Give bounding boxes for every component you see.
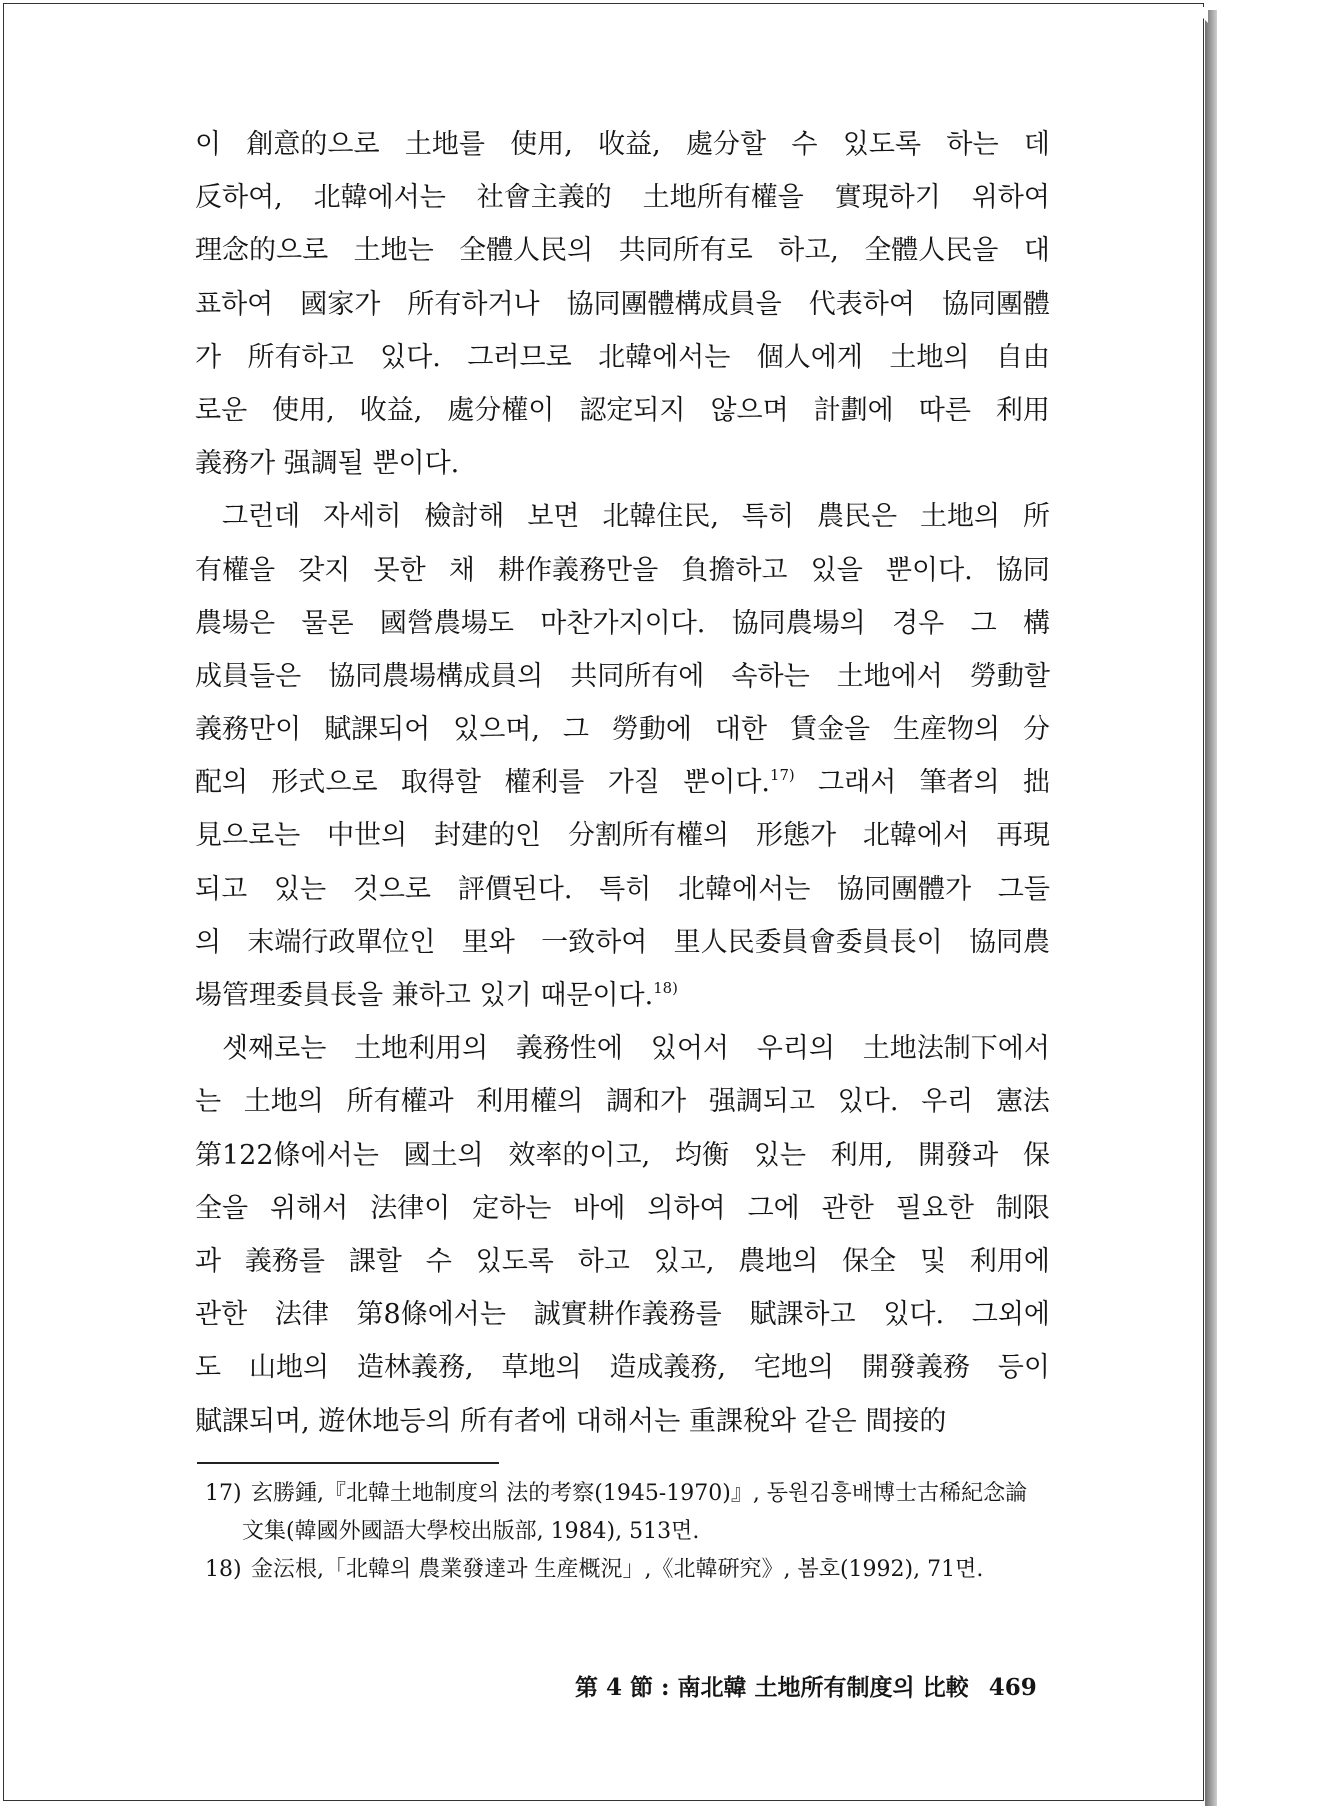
word: 土地利用의 [354, 1033, 489, 1065]
word: 全體人民의 [459, 235, 594, 267]
word: 農場은 [195, 607, 276, 639]
word: 못한 [373, 554, 426, 586]
footnote-reference: 18) [653, 978, 678, 997]
word: 北韓住民, [602, 501, 719, 533]
word: 全體人民을 [864, 235, 999, 267]
text-line [195, 863, 1050, 916]
word: 封建的인 [434, 820, 542, 852]
word: 것으로 [352, 873, 431, 905]
word: 는 [195, 1086, 222, 1118]
word: 反하여, [195, 182, 283, 214]
word: 데 [1023, 129, 1050, 160]
word: 所有하고 [247, 341, 354, 373]
word: 하는 [946, 129, 999, 160]
word: 效率的이고, [508, 1139, 651, 1171]
word: 檢討해 [424, 501, 505, 533]
word: 定하는 [472, 1192, 552, 1224]
text-line [195, 650, 1050, 703]
word: 里人民委員會委員長이 [673, 926, 943, 958]
word: 兼하고 [391, 980, 471, 1011]
word: 理念的으로 [195, 235, 329, 267]
word: 하고, [778, 235, 839, 267]
word: 造成義務, [609, 1352, 727, 1384]
word: 賦課되어 [324, 714, 431, 746]
word: 國營農場도 [379, 607, 514, 639]
word: 協同團體構成員을 [566, 288, 782, 320]
word: 勞動에 [611, 714, 692, 746]
word: 宅地의 [753, 1352, 835, 1384]
footnotes [205, 1475, 1065, 1589]
word: 所有者에 [460, 1405, 568, 1437]
word: 筆者의 [919, 767, 1000, 799]
word: 土地는 [353, 235, 434, 267]
footnote-number: 17) [205, 1481, 242, 1506]
text-line [195, 1288, 1050, 1341]
word: 個人에게 [756, 341, 863, 373]
word: 가 [195, 341, 222, 373]
word: 따른 [918, 394, 971, 426]
word: 遊休地등의 [318, 1405, 452, 1437]
word: 第122條에서는 [195, 1139, 379, 1171]
word: 있으며, [453, 714, 540, 746]
word: 위하여 [971, 182, 1050, 214]
word: 土地所有權을 [642, 182, 804, 214]
word: 末端行政單位인 [247, 926, 436, 958]
footnote-separator [197, 1462, 499, 1464]
word: 實現하기 [834, 182, 941, 214]
word: 경우 [892, 607, 945, 639]
word: 있을 [810, 554, 863, 586]
word: 構 [1022, 607, 1050, 639]
word: 과 [195, 1245, 222, 1277]
word: 認定되지 [579, 394, 686, 426]
word: 處分할 [686, 129, 767, 160]
word: 土地에서 [836, 660, 943, 692]
word: 北韓에서는 [598, 341, 731, 373]
footnote-text: 金沄根,「北韓의 農業發達과 生産概況」,《北韓硏究》, 봄호(1992), 71면. [251, 1557, 984, 1582]
word: 協同 [995, 554, 1050, 586]
word: 共同所有에 [570, 660, 705, 692]
word: 强調될 [283, 448, 364, 480]
word: 分割所有權의 [568, 820, 730, 852]
word: 수 [791, 129, 818, 160]
word: 그래서 [818, 767, 897, 799]
word: 課할 [348, 1245, 402, 1277]
word: 있다. [837, 1086, 899, 1118]
text-line [195, 916, 1050, 969]
word: 있도록 [475, 1245, 554, 1277]
word: 第8條에서는 [356, 1299, 506, 1331]
word: 賦課하고 [749, 1299, 856, 1331]
text-line [195, 437, 1050, 490]
word: 共同所有로 [618, 235, 753, 267]
word: 등이 [997, 1352, 1050, 1384]
word: 의하여 [647, 1192, 726, 1224]
word: 生産物의 [892, 714, 1001, 746]
word: 自由 [995, 341, 1050, 373]
word: 로운 [195, 394, 248, 426]
word: 保全 [842, 1245, 897, 1277]
word: 權利를 [504, 767, 585, 799]
footnote-number: 18) [205, 1557, 242, 1582]
word: 위해서 [270, 1192, 349, 1224]
footnote-18 [205, 1551, 1065, 1589]
word: 賃金을 [789, 714, 871, 746]
word: 全을 [195, 1192, 249, 1224]
body-text [195, 118, 1050, 1448]
word: 있는 [753, 1139, 806, 1171]
text-line [195, 1341, 1050, 1394]
word: 갖지 [298, 554, 351, 586]
word: 셋째로는 [222, 1033, 327, 1065]
word: 利用에 [969, 1245, 1050, 1277]
word: 때문이다.$^{18)}$ [540, 978, 678, 1011]
word: 有權을 [195, 554, 276, 586]
word: 山地의 [248, 1352, 330, 1384]
word: 관한 [821, 1192, 874, 1224]
word: 그 [970, 607, 997, 639]
text-line [195, 809, 1050, 862]
text-line [195, 703, 1050, 756]
word: 같은 [804, 1405, 857, 1437]
word: 調和가 [606, 1086, 687, 1118]
word: 하고 [577, 1245, 630, 1277]
word: 의 [195, 926, 222, 958]
text-line [195, 331, 1050, 384]
word: 一致하여 [541, 926, 648, 958]
word: 뿐이다. [885, 554, 973, 586]
word: 協同團體 [941, 288, 1050, 320]
word: 分 [1022, 714, 1050, 746]
word: 開發義務 [861, 1352, 970, 1384]
running-footer [575, 1669, 1045, 1702]
text-line [195, 224, 1050, 277]
word: 評價된다. [457, 873, 573, 905]
word: 義務를 [244, 1245, 325, 1277]
word: 社會主義的 [476, 182, 612, 214]
word: 않으며 [710, 394, 789, 426]
text-line [195, 1022, 1050, 1075]
text-line [195, 544, 1050, 597]
footer-section-title: 第 4 節 : 南北韓 土地所有制度의 比較 [575, 1674, 969, 1701]
text-line [195, 490, 1050, 543]
word: 있다. [883, 1299, 945, 1331]
word: 使用, [510, 129, 573, 160]
word: 法律이 [370, 1192, 451, 1224]
word: 所有權과 [346, 1086, 454, 1118]
word: 造林義務, [356, 1352, 474, 1384]
word: 및 [919, 1245, 947, 1277]
page-edge-shadow [1205, 10, 1217, 1806]
word: 표하여 [195, 288, 274, 320]
word: 관한 [195, 1299, 248, 1331]
word: 北韓에서는 [313, 182, 446, 214]
word: 土地의 [919, 501, 1001, 533]
word: 均衡 [674, 1139, 729, 1171]
footnote-reference: 17) [770, 766, 795, 785]
text-line [195, 1395, 1050, 1448]
word: 특히 [741, 501, 795, 533]
footnote-17-continuation: 文集(韓國外國語大學校出版部, 1984), 513면. [242, 1519, 700, 1544]
page-number: 469 [988, 1674, 1037, 1701]
word: 義務만이 [195, 714, 302, 746]
word: 있고, [653, 1245, 715, 1277]
word: 利用權의 [476, 1086, 584, 1118]
word: 그들 [997, 873, 1050, 905]
word: 見으로는 [195, 820, 301, 852]
word: 農民은 [816, 501, 898, 533]
text-line [195, 1129, 1050, 1182]
word: 拙 [1023, 767, 1050, 799]
word: 土地의 [889, 341, 970, 373]
word: 使用, [272, 394, 335, 426]
word: 마찬가지이다. [540, 607, 706, 639]
footnote-text: 玄勝鍾,『北韓土地制度의 法的考察(1945-1970)』, 동원김흥배博士古稀紀念論 [251, 1481, 1028, 1506]
word: 있도록 [842, 129, 922, 160]
word: 計劃에 [813, 394, 894, 426]
word: 利用, [830, 1139, 894, 1171]
word: 成員들은 [195, 660, 302, 692]
word: 利用 [995, 394, 1050, 426]
word: 우리 [921, 1086, 974, 1118]
word: 里와 [461, 926, 515, 958]
word: 收益, [359, 394, 423, 426]
word: 있다. [380, 341, 441, 373]
word: 있기 [479, 980, 532, 1011]
word: 配의 [195, 767, 249, 799]
word: 그에 [747, 1192, 800, 1224]
text-line [195, 1235, 1050, 1288]
word: 法律 [274, 1299, 329, 1331]
text-line [195, 756, 1050, 809]
word: 土地를 [404, 129, 485, 160]
word: 필요한 [895, 1192, 974, 1224]
text-line [195, 1182, 1050, 1235]
word: 所有하거나 [407, 288, 540, 320]
word: 收益, [598, 129, 661, 160]
word: 勞動할 [969, 660, 1050, 692]
word: 國家가 [300, 288, 381, 320]
word: 開發과 [918, 1139, 999, 1171]
text-line [195, 969, 1050, 1022]
word: 北韓에서 [862, 820, 970, 852]
word: 그외에 [971, 1299, 1050, 1331]
word: 있는 [273, 873, 327, 905]
word: 대해서는 [575, 1405, 681, 1437]
word: 보면 [527, 501, 580, 533]
word: 創意的으로 [246, 129, 380, 160]
word: 가질 [607, 767, 660, 799]
text-line [195, 384, 1050, 437]
word: 重課稅와 [688, 1405, 796, 1437]
text-line [195, 597, 1050, 650]
word: 草地의 [501, 1352, 582, 1384]
word: 再現 [995, 820, 1050, 852]
word: 義務가 [195, 448, 276, 480]
word: 農地의 [738, 1245, 819, 1277]
word: 대 [1023, 235, 1050, 267]
word: 물론 [301, 607, 354, 639]
word: 誠實耕作義務를 [533, 1299, 722, 1331]
word: 대한 [714, 714, 768, 746]
word: 間接的 [865, 1405, 947, 1437]
word: 이 [195, 129, 222, 160]
word: 뿐이다.$^{17)}$ [683, 766, 795, 799]
word: 强調되고 [708, 1086, 815, 1118]
text-line [195, 171, 1050, 224]
word: 그 [562, 714, 589, 746]
word: 도 [195, 1352, 222, 1384]
word: 處分權이 [447, 394, 555, 426]
word: 그러므로 [467, 341, 572, 373]
footnote-17 [205, 1475, 1065, 1513]
word: 中世의 [327, 820, 408, 852]
word: 바에 [573, 1192, 626, 1224]
word: 있어서 [650, 1033, 730, 1065]
word: 수 [425, 1245, 452, 1277]
text-line [195, 1075, 1050, 1128]
page-corner-fold [1192, 7, 1208, 23]
word: 協同農 [968, 926, 1050, 958]
word: 속하는 [731, 660, 810, 692]
word: 制限 [995, 1192, 1050, 1224]
word: 채 [448, 554, 475, 586]
word: 土地의 [243, 1086, 324, 1118]
word: 北韓에서는 [678, 873, 811, 905]
word: 協同團體가 [836, 873, 972, 905]
word: 負擔하고 [681, 554, 788, 586]
text-line [195, 118, 1050, 171]
word: 場管理委員長을 [195, 980, 384, 1011]
word: 우리의 [756, 1033, 836, 1065]
word: 形態가 [755, 820, 837, 852]
word: 자세히 [323, 501, 402, 533]
word: 憲法 [995, 1086, 1050, 1118]
text-line [195, 278, 1050, 331]
word: 土地法制下에서 [862, 1033, 1050, 1065]
word: 協同農場의 [731, 607, 866, 639]
word: 뿐이다. [372, 448, 460, 480]
word: 協同農場構成員의 [328, 660, 544, 692]
word: 되고 [195, 873, 248, 905]
word: 國土의 [403, 1139, 484, 1171]
word: 특히 [599, 873, 652, 905]
word: 保 [1022, 1139, 1050, 1171]
word: 耕作義務만을 [498, 554, 659, 586]
word: 그런데 [222, 501, 301, 533]
word: 賦課되며, [195, 1405, 310, 1437]
word: 代表하여 [808, 288, 915, 320]
word: 所 [1022, 501, 1050, 533]
word: 義務性에 [515, 1033, 624, 1065]
word: 形式으로 [271, 767, 378, 799]
word: 取得할 [400, 767, 481, 799]
